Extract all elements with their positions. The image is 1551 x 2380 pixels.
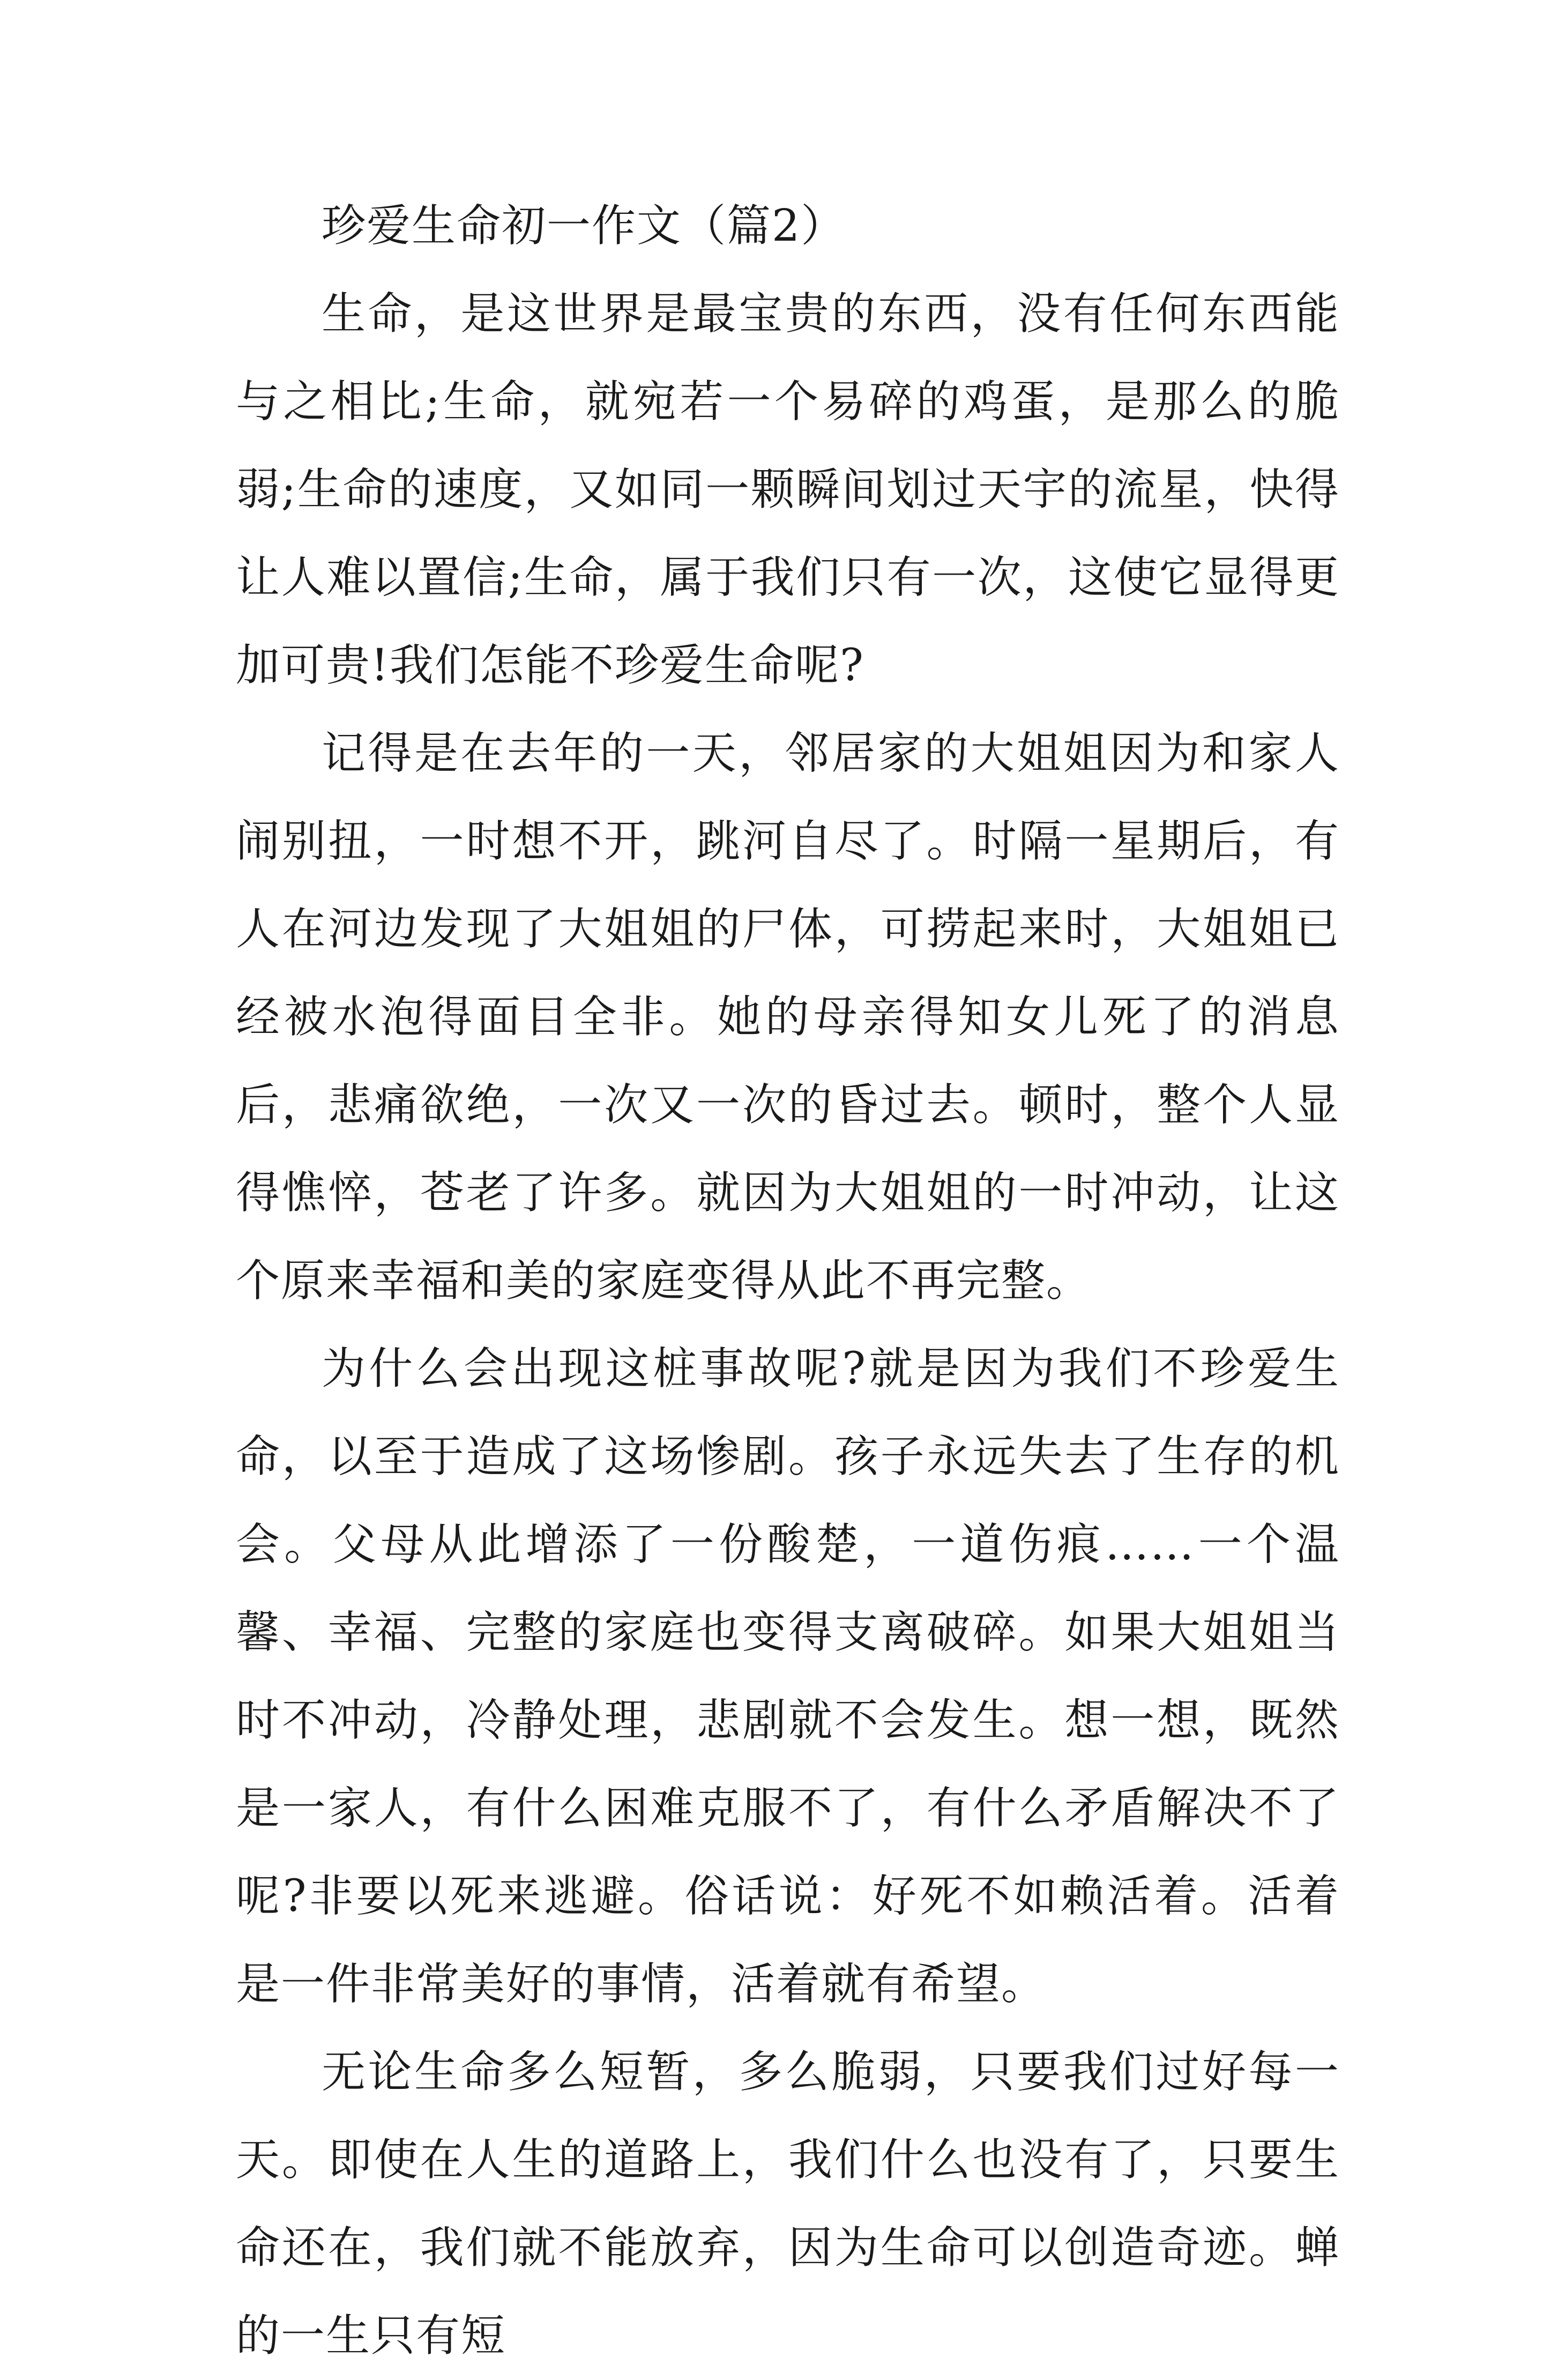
essay-title: 珍爱生命初一作文（篇2） [322,200,846,251]
paragraph-1: 生命，是这世界是最宝贵的东西，没有任何东西能与之相比;生命，就宛若一个易碎的鸡蛋，是那么的脆弱;生命的速度，又如同一颗瞬间划过天宇的流星，快得让人难以置信;生命，属于我们只有一次，这使它显得更加可贵!我们怎能不珍爱生命呢? [236,288,1340,691]
essay-body [236,182,1340,2380]
paragraph-2: 记得是在去年的一天，邻居家的大姐姐因为和家人闹别扭，一时想不开，跳河自尽了。时隔一星期后，有人在河边发现了大姐姐的尸体，可捞起来时，大姐姐已经被水泡得面目全非。她的母亲得知女儿死了的消息后，悲痛欲绝，一次又一次的昏过去。顿时，整个人显得憔悴，苍老了许多。就因为大姐姐的一时冲动，让这个原来幸福和美的家庭变得从此不再完整。 [236,728,1340,1306]
paragraph-4: 无论生命多么短暂，多么脆弱，只要我们过好每一天。即使在人生的道路上，我们什么也没有了，只要生命还在，我们就不能放弃，因为生命可以创造奇迹。蝉的一生只有短 [236,2047,1340,2361]
paragraph-3: 为什么会出现这桩事故呢?就是因为我们不珍爱生命，以至于造成了这场惨剧。孩子永远失去了生存的机会。父母从此增添了一份酸楚，一道伤痕……一个温馨、幸福、完整的家庭也变得支离破碎。如果大姐姐当时不冲动，冷静处理，悲剧就不会发生。想一想，既然是一家人，有什么困难克服不了，有什么矛盾解决不了呢?非要以死来逃避。俗话说：好死不如赖活着。活着是一件非常美好的事情，活着就有希望。 [236,1343,1340,2010]
